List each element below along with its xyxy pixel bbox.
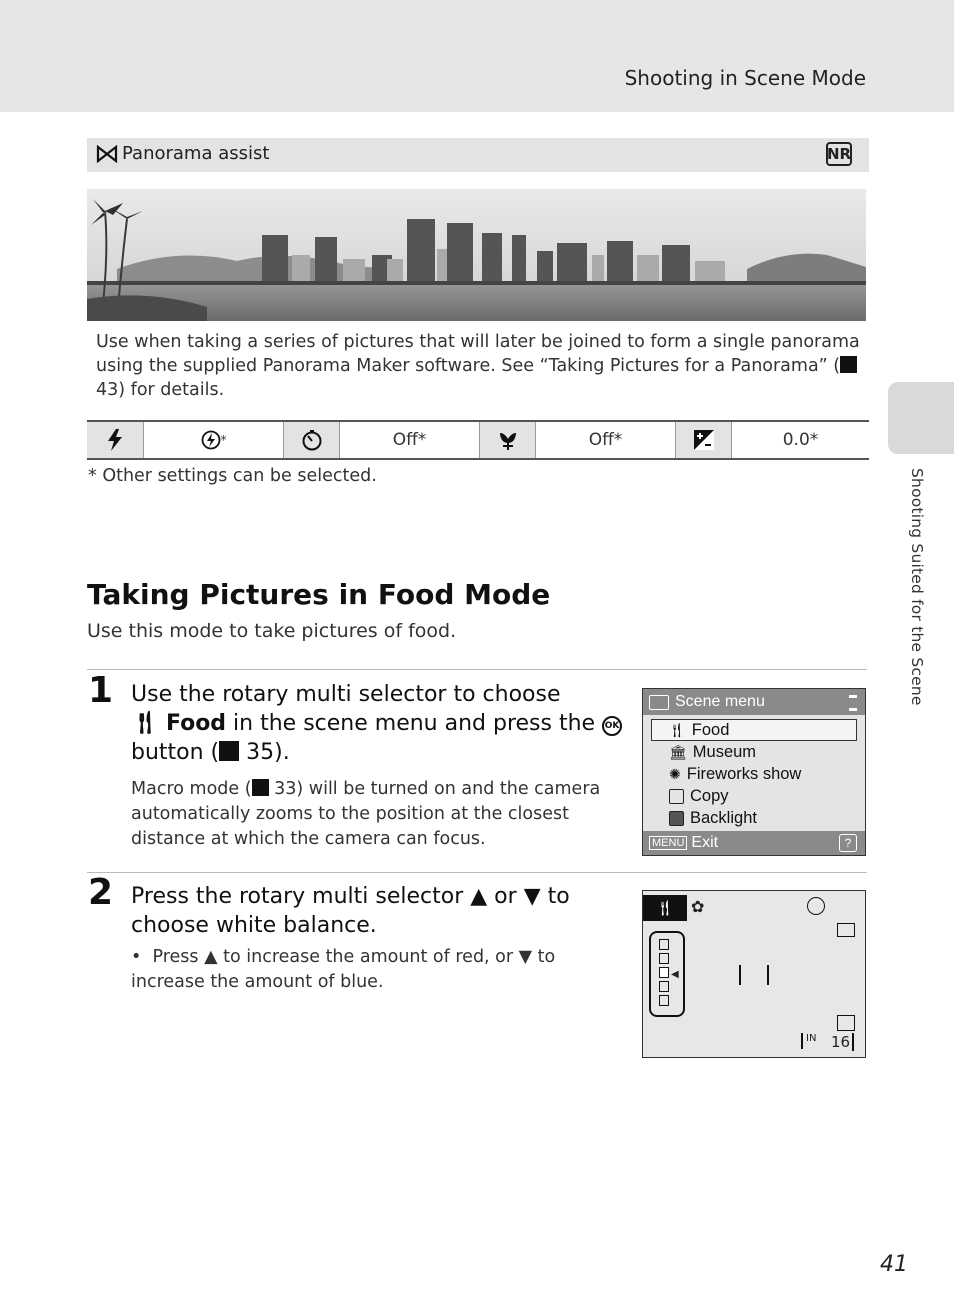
copy-icon [669,789,684,804]
panorama-description-part1: Use when taking a series of pictures that will later be joined to form a single panorama using the supplied Panorama Maker software. See “Taking Pictures for a Panorama” ( [96,332,860,376]
panorama-photo [87,189,866,321]
scrollbar-icon [849,695,857,711]
page-number: 41 [880,1252,908,1277]
bullet: • [131,947,153,967]
food-mode-icon: 🍴︎ [643,895,687,921]
step-2-bullet [131,945,621,995]
step-2-text-b: to choose white balance. [131,884,570,938]
page-ref-icon [840,356,857,373]
exposure-value: 0.0* [731,422,869,458]
panorama-icon [96,145,118,163]
scene-menu-item-food[interactable] [651,719,857,741]
food-icon: 🍴︎ [131,711,159,736]
step-2-text-a: Press the rotary multi selector [131,884,471,909]
up-arrow-icon: ▲ [204,947,218,967]
museum-icon: 🏛︎ [669,743,687,760]
camera-lcd-screen [642,890,866,1058]
header-band [0,0,954,112]
panorama-title-text: Panorama assist [122,143,270,164]
step-1-body-a: Macro mode ( [131,779,252,799]
step-1-instruction [131,680,631,767]
scene-menu-bottom-bar [643,831,865,855]
step-1-number: 1 [88,670,114,711]
side-tab-label: Shooting Suited for the Scene [908,468,926,706]
food-icon: 🍴︎ [668,721,686,738]
scene-menu-item-label: Food [691,720,730,739]
step-2-bullet-a: Press [152,947,205,967]
footnote: * Other settings can be selected. [88,466,377,486]
help-icon[interactable]: ? [839,834,857,852]
macro-icon [479,422,535,458]
scene-menu-exit[interactable]: Exit [691,834,719,851]
scene-menu-item-label: Copy [690,786,729,805]
flash-value [143,422,283,458]
step-1-body [131,777,621,852]
fireworks-icon: ✺ [669,765,681,782]
settings-table [87,420,869,460]
step-2-instruction [131,882,611,940]
slider-pointer-icon: ◀ [671,969,679,980]
step-1-text-c: button ( [131,740,220,765]
step-2-text-or: or [487,884,524,909]
flash-off-icon [201,430,221,450]
page-ref-icon [252,779,269,796]
slider-steps [659,939,669,1009]
step-2-number: 2 [88,872,114,913]
food-mode-heading: Taking Pictures in Food Mode [87,578,551,611]
step-1-food-label: Food [165,711,227,736]
page-ref-icon [219,741,239,761]
scene-menu-item-fireworks[interactable] [643,763,865,785]
flash-value-suffix: * [220,433,227,447]
scene-menu-screen [642,688,866,856]
flash-icon [87,422,143,458]
flash-off-indicator-icon [807,897,825,915]
exposure-compensation-icon [675,422,731,458]
nr-icon: NR [826,142,852,166]
macro-value: Off* [535,422,675,458]
running-header: Shooting in Scene Mode [624,66,866,90]
menu-key-icon: MENU [649,836,687,850]
step-1-body-b: 33) will be turned on and the camera automatically zooms to the position at the closest distance at which the camera can focus. [131,779,601,849]
white-balance-slider[interactable] [649,931,685,1017]
scene-menu-title-bar [643,689,865,715]
divider [87,669,867,670]
scene-menu-title: Scene menu [675,693,765,710]
ok-button-icon: OK [602,716,622,736]
up-arrow-icon: ▲ [470,884,488,909]
step-2-bullet-b: to increase the amount of red, or [217,947,519,967]
focus-brackets [739,965,769,985]
divider [87,872,867,873]
scene-menu-item-label: Fireworks show [686,764,802,783]
down-arrow-icon: ▼ [518,947,533,967]
scene-icon [649,695,669,710]
step-1-text-d: 35). [239,740,290,765]
exposure-count: 16 [831,1033,854,1051]
step-2-bullet-c: to increase the amount of blue. [131,947,556,992]
panorama-description [96,330,866,402]
panorama-section-title [96,143,269,164]
down-arrow-icon: ▼ [523,884,541,909]
food-mode-lead: Use this mode to take pictures of food. [87,620,457,642]
scene-menu-item-backlight[interactable] [643,807,865,829]
scene-menu-item-label: Museum [692,742,757,761]
side-tab [888,382,954,454]
step-1-text-b: in the scene menu and press the [226,711,603,736]
self-timer-icon [283,422,339,458]
scene-menu-item-label: Backlight [690,808,757,827]
step-1-text-a: Use the rotary multi selector to choose [131,682,561,707]
vibration-reduction-icon [837,923,855,937]
backlight-icon [669,811,684,826]
macro-indicator-icon: ✿ [691,897,705,916]
panorama-description-part2: 43) for details. [96,380,225,400]
scene-menu-item-copy[interactable] [643,785,865,807]
image-size-icon [837,1015,855,1031]
internal-memory-indicator: IN [801,1033,816,1049]
scene-menu-item-museum[interactable] [643,741,865,763]
self-timer-value: Off* [339,422,479,458]
